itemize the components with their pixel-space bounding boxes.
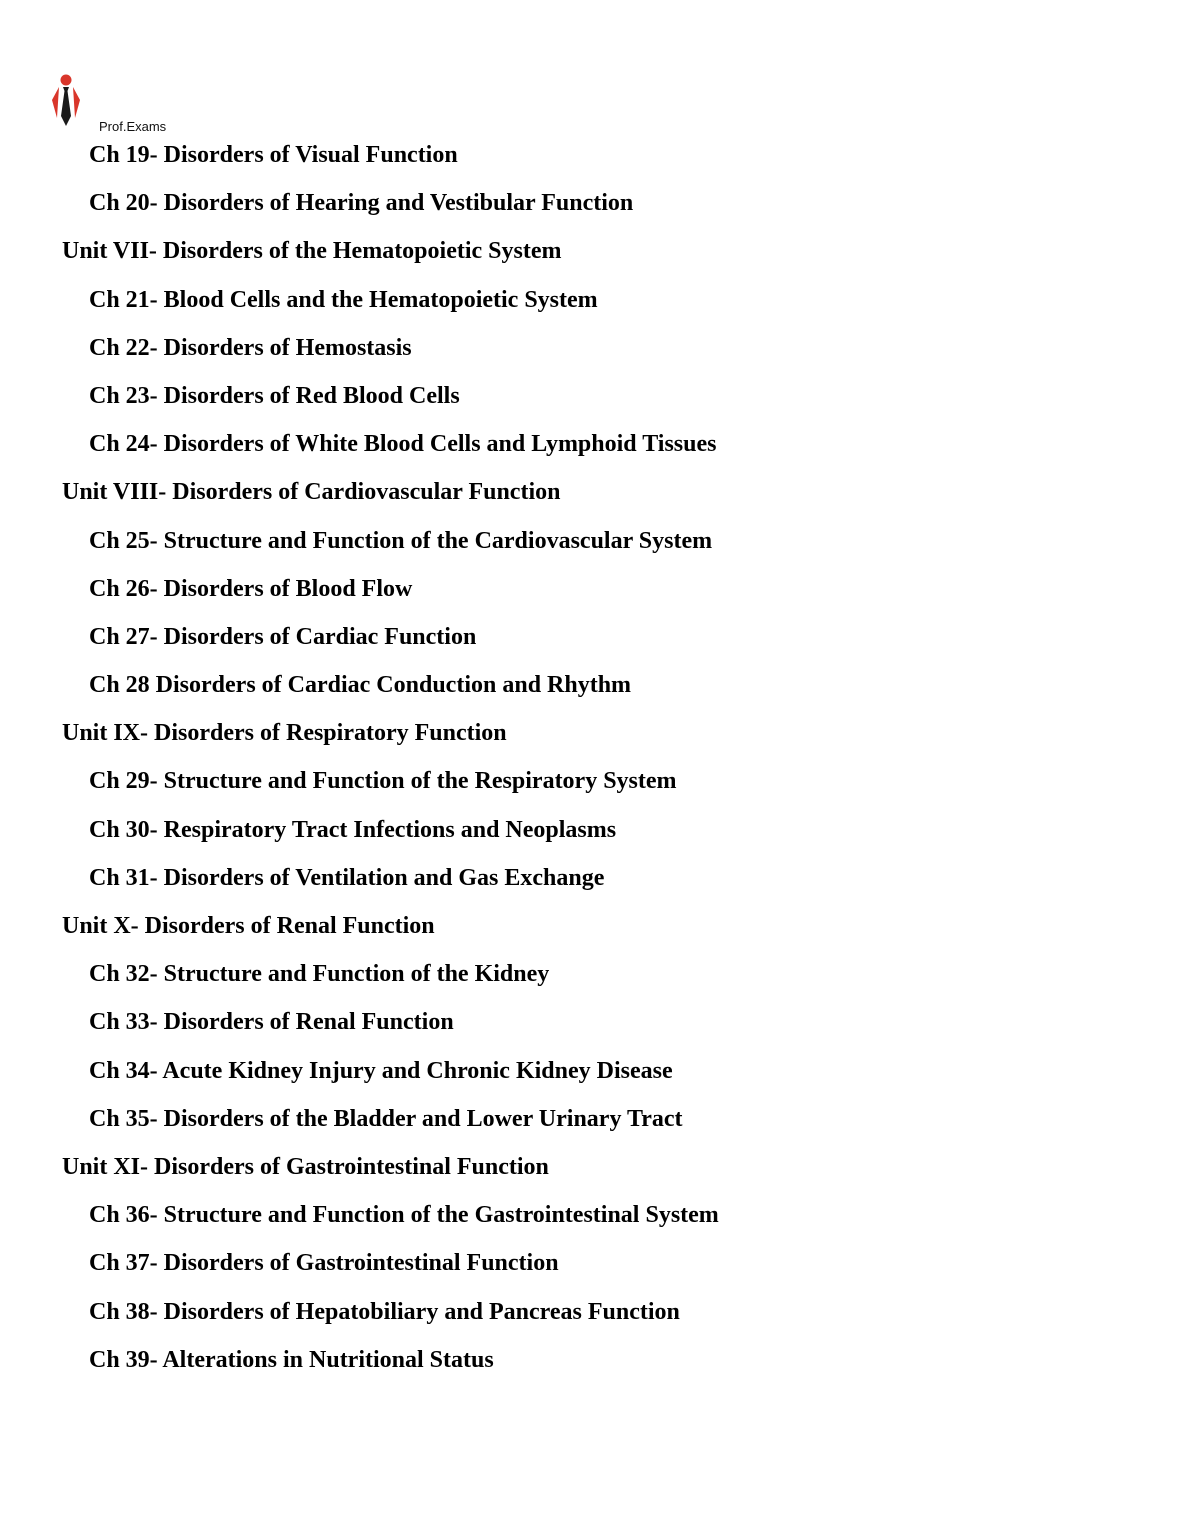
toc-chapter-entry: Ch 21- Blood Cells and the Hematopoietic System bbox=[89, 286, 598, 313]
toc-chapter-entry: Ch 26- Disorders of Blood Flow bbox=[89, 575, 413, 602]
brand-name: Prof.Exams bbox=[99, 119, 167, 134]
toc-chapter-entry: Ch 38- Disorders of Hepatobiliary and Pancreas Function bbox=[89, 1298, 680, 1325]
toc-chapter-entry: Ch 35- Disorders of the Bladder and Lower Urinary Tract bbox=[89, 1105, 683, 1132]
toc-unit-heading: Unit XI- Disorders of Gastrointestinal Function bbox=[62, 1153, 549, 1180]
toc-chapter-entry: Ch 30- Respiratory Tract Infections and Neoplasms bbox=[89, 816, 617, 843]
toc-unit-heading: Unit VII- Disorders of the Hematopoietic System bbox=[62, 238, 562, 265]
toc-chapter-entry: Ch 31- Disorders of Ventilation and Gas Exchange bbox=[89, 864, 605, 891]
toc-chapter-entry: Ch 36- Structure and Function of the Gastrointestinal System bbox=[89, 1202, 719, 1229]
toc-chapter-entry: Ch 24- Disorders of White Blood Cells and Lymphoid Tissues bbox=[89, 431, 717, 458]
toc-chapter-entry: Ch 20- Disorders of Hearing and Vestibular Function bbox=[89, 190, 634, 217]
toc-chapter-entry: Ch 22- Disorders of Hemostasis bbox=[89, 334, 412, 361]
toc-chapter-entry: Ch 34- Acute Kidney Injury and Chronic Kidney Disease bbox=[89, 1057, 673, 1084]
toc-chapter-entry: Ch 25- Structure and Function of the Cardiovascular System bbox=[89, 527, 713, 554]
toc-chapter-entry: Ch 28 Disorders of Cardiac Conduction and Rhythm bbox=[89, 672, 632, 699]
toc-unit-heading: Unit VIII- Disorders of Cardiovascular Function bbox=[62, 479, 561, 506]
toc-chapter-entry: Ch 33- Disorders of Renal Function bbox=[89, 1009, 454, 1036]
necktie-person-logo-icon bbox=[50, 74, 84, 130]
toc-chapter-entry: Ch 37- Disorders of Gastrointestinal Function bbox=[89, 1250, 559, 1277]
toc-chapter-entry: Ch 23- Disorders of Red Blood Cells bbox=[89, 382, 460, 409]
toc-chapter-entry: Ch 29- Structure and Function of the Respiratory System bbox=[89, 768, 677, 795]
toc-chapter-entry: Ch 19- Disorders of Visual Function bbox=[89, 142, 458, 168]
table-of-contents bbox=[0, 139, 1190, 1392]
toc-chapter-entry: Ch 32- Structure and Function of the Kidney bbox=[89, 961, 550, 988]
toc-chapter-entry: Ch 27- Disorders of Cardiac Function bbox=[89, 623, 477, 650]
toc-unit-heading: Unit IX- Disorders of Respiratory Function bbox=[62, 720, 507, 747]
toc-unit-heading: Unit X- Disorders of Renal Function bbox=[62, 913, 435, 939]
toc-chapter-entry: Ch 39- Alterations in Nutritional Status bbox=[89, 1346, 494, 1373]
